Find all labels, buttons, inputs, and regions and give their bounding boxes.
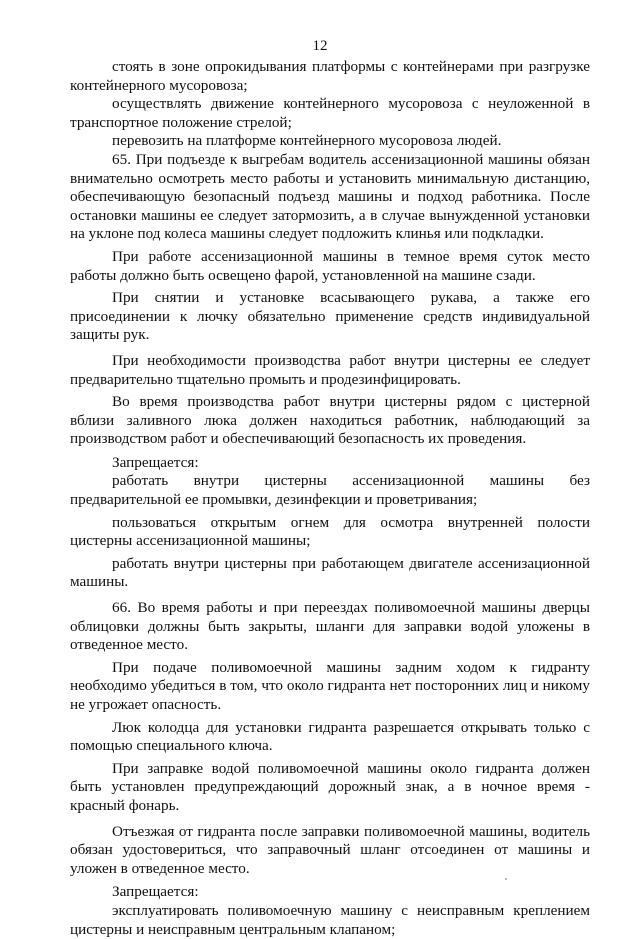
paragraph: При подаче поливомоечной машины задним ходом к гидранту необходимо убедиться в том, что около гидранта нет посторонних лиц и никому не угрожает опасность. bbox=[70, 658, 590, 713]
scan-speck bbox=[505, 878, 507, 880]
document-body bbox=[70, 58, 590, 939]
paragraph: работать внутри цистерны ассенизационной машины без предварительной ее промывки, дезинфекции и проветривания; bbox=[70, 472, 590, 509]
paragraph: эксплуатировать поливомоечную машину с неисправным креплением цистерны и неисправным центральным клапаном; bbox=[70, 901, 590, 938]
prohibition-heading: Запрещается: bbox=[112, 883, 199, 901]
paragraph: работать внутри цистерны при работающем двигателе ассенизационной машины. bbox=[70, 554, 590, 591]
paragraph: Отъезжая от гидранта после заправки поливомоечной машины, водитель обязан удостовериться, что заправочный шланг отсоединен от машины и уложен в отведенное место. bbox=[70, 822, 590, 877]
paragraph: При работе ассенизационной машины в темное время суток место работы должно быть освещено фарой, установленной на машине сзади. bbox=[70, 247, 590, 284]
paragraph: стоять в зоне опрокидывания платформы с контейнерами при разгрузке контейнерного мусоровоза; bbox=[70, 58, 590, 94]
paragraph: пользоваться открытым огнем для осмотра внутренней полости цистерны ассенизационной машины; bbox=[70, 513, 590, 550]
paragraph: При снятии и установке всасывающего рукава, а также его присоединении к лючку обязательно применение средств индивидуальной защиты рук. bbox=[70, 289, 590, 344]
paragraph: осуществлять движение контейнерного мусоровоза с неуложенной в транспортное положение стрелой; bbox=[70, 95, 590, 131]
page-number: 12 bbox=[312, 38, 328, 54]
prohibition-heading: Запрещается: bbox=[112, 453, 199, 471]
paragraph: При необходимости производства работ внутри цистерны ее следует предварительно тщательно промыть и продезинфицировать. bbox=[70, 351, 590, 388]
scan-speck bbox=[150, 858, 152, 860]
paragraph: При заправке водой поливомоечной машины около гидранта должен быть установлен предупреждающий дорожный знак, а в ночное время - красный фонарь. bbox=[70, 759, 590, 814]
paragraph: 66. Во время работы и при переездах поливомоечной машины дверцы облицовки должны быть закрыты, шланги для заправки водой уложены в отведенное место. bbox=[70, 599, 590, 654]
paragraph: Люк колодца для установки гидранта разрешается открывать только с помощью специального ключа. bbox=[70, 718, 590, 755]
paragraph: перевозить на платформе контейнерного мусоровоза людей. bbox=[112, 132, 502, 150]
paragraph: Во время производства работ внутри цистерны рядом с цистерной вблизи заливного люка должен находиться работник, наблюдающий за производством работ и обеспечивающий безопасность их проведения. bbox=[70, 393, 590, 448]
paragraph: 65. При подъезде к выгребам водитель ассенизационной машины обязан внимательно осмотреть место работы и установить минимальную дистанцию, обеспечивающую безопасный подъезд машины и подход работника. После остановки машины ее следует затормозить, а в случае вынужденной установки на уклоне под колеса машины следует подложить клинья или подкладки. bbox=[70, 150, 590, 243]
